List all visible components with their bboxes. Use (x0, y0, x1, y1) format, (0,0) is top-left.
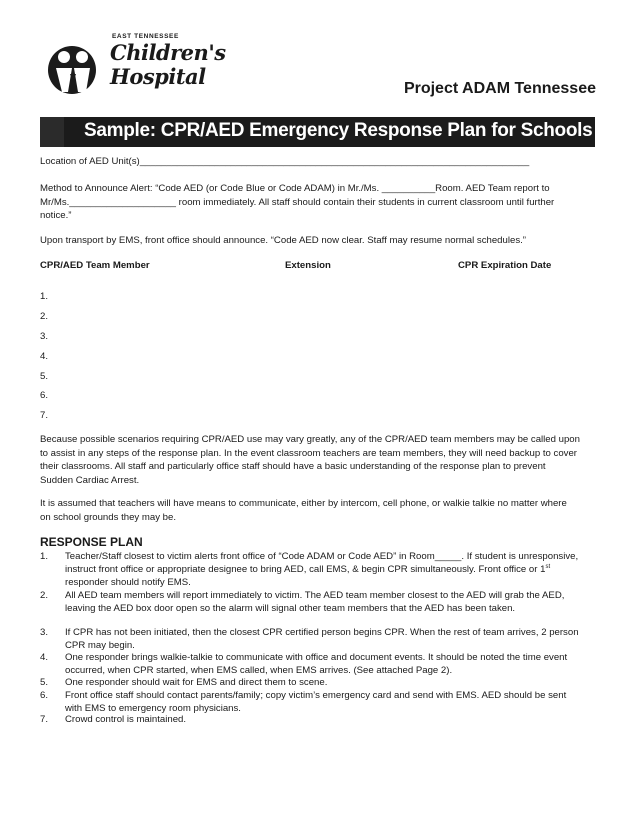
step-text: All AED team members will report immediately to victim. The AED team member closest to the AED will grab the AED, leaving the AED box door open so the alarm will signal other team members that the AED has been taken. (65, 590, 565, 614)
logo-top-text: EAST TENNESSEE (112, 33, 179, 40)
team-row-number: 5. (40, 371, 49, 382)
column-member: CPR/AED Team Member (40, 260, 150, 271)
project-title: Project ADAM Tennessee (403, 80, 596, 97)
step-text: Front office staff should contact parents/family; copy victim’s emergency card and send with EMS. AED should be sent with EMS to emergency room physicians. (65, 690, 567, 714)
team-row-number: 6. (40, 390, 49, 401)
step-number: 7. (40, 714, 49, 725)
step-text: One responder brings walkie-talkie to communicate with office and document events. It should be noted the time event occurred, when CPR started, when EMS called, when EMS arrives. (See attached Page 2). (65, 652, 568, 676)
document-title: Sample: CPR/AED Emergency Response Plan for Schools (84, 120, 593, 141)
step-number: 3. (40, 627, 49, 638)
column-expiration: CPR Expiration Date (458, 260, 552, 271)
team-row-number: 4. (40, 351, 49, 362)
team-row-number: 7. (40, 410, 49, 421)
step-text: One responder should wait for EMS and direct them to scene. (65, 677, 328, 688)
announce-method: Method to Announce Alert: “Code AED (or Code Blue or Code ADAM) in Mr./Ms. __________Room. AED Team report to Mr/Ms.____________________ room immediately. All staff should contain their students in current classroom until further notice.” (40, 183, 555, 221)
step-number: 1. (40, 551, 49, 562)
step-number: 6. (40, 690, 49, 701)
hospital-logo (46, 30, 226, 104)
children-figures-icon (46, 30, 110, 104)
response-plan-heading: RESPONSE PLAN (40, 535, 143, 549)
step-text: Crowd control is maintained. (65, 714, 187, 725)
location-line: Location of AED Unit(s)_________________________________________________________________________ (40, 156, 530, 167)
title-banner (40, 117, 595, 147)
transport-note: Upon transport by EMS, front office should announce. “Code AED now clear. Staff may resume normal schedules.” (40, 235, 526, 246)
scenarios-paragraph: Because possible scenarios requiring CPR/AED use may vary greatly, any of the CPR/AED team members may be called upon to assist in any steps of the response plan. In the event classroom teachers are team members, they will need backup to cover their classrooms. All staff and particularly office staff should have a basic understanding of the response plan to prevent Sudden Cardiac Arrest. (40, 434, 580, 486)
step-number: 5. (40, 677, 49, 688)
step-number: 4. (40, 652, 49, 663)
step-number: 2. (40, 590, 49, 601)
banner-accent (40, 117, 64, 147)
team-row-number: 2. (40, 311, 49, 322)
team-row-number: 3. (40, 331, 49, 342)
step-text: Teacher/Staff closest to victim alerts front office of “Code ADAM or Code AED” in Room_____. If student is unresponsive, instruct front office or appropriate designee to bring AED, call EMS, & begin CPR simultaneously. Front office or 1st responder should notify EMS. (65, 551, 579, 588)
communication-paragraph: It is assumed that teachers will have means to communicate, either by intercom, cell phone, or walkie talkie no matter where on school grounds they may be. (40, 498, 567, 523)
column-extension: Extension (285, 260, 331, 271)
team-row-number: 1. (40, 291, 49, 302)
step-text: If CPR has not been initiated, then the closest CPR certified person begins CPR. When the rest of team arrives, 2 person CPR may begin. (65, 627, 579, 651)
logo-line-1: Children's (110, 40, 226, 65)
logo-line-2: Hospital (110, 64, 206, 89)
